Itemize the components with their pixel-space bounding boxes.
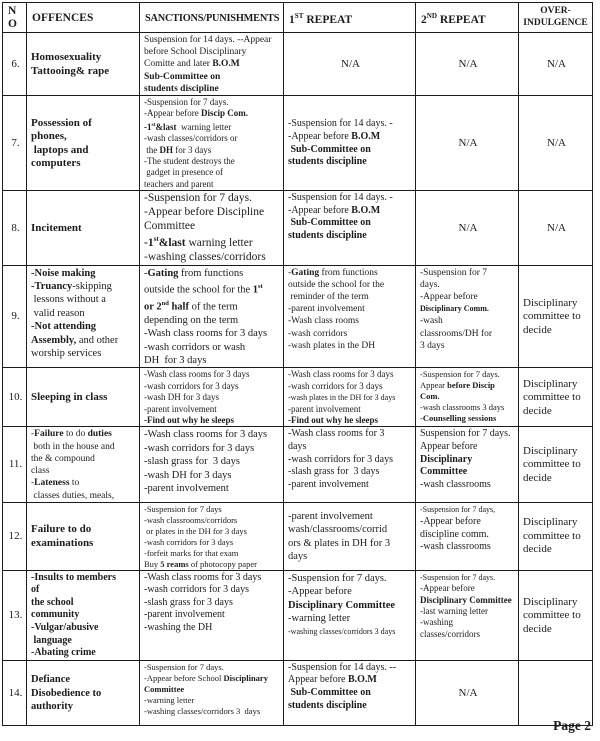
cell-line: 11. bbox=[8, 458, 23, 471]
cell-line: -The student destroys the bbox=[144, 156, 235, 167]
cell-line: the school bbox=[31, 596, 74, 608]
cell-line: Com. bbox=[420, 391, 440, 402]
cell-repeat1 bbox=[284, 502, 416, 570]
cell-line: -parent involvement bbox=[288, 403, 361, 414]
cell-line: 1ST REPEAT bbox=[289, 11, 353, 26]
cell-line: N/A bbox=[547, 57, 566, 70]
col-header-offences bbox=[27, 3, 140, 33]
cell-repeat1 bbox=[284, 570, 416, 660]
cell-line: committee to bbox=[523, 529, 581, 542]
table-row bbox=[3, 660, 593, 725]
cell-line: -Suspension for 14 days. - bbox=[288, 192, 393, 204]
cell-line: -Suspension for 7 bbox=[420, 267, 488, 278]
col-header-repeat1 bbox=[284, 3, 416, 33]
table-row bbox=[3, 502, 593, 570]
cell-no bbox=[3, 427, 27, 502]
cell-line: -Truancy-skipping bbox=[31, 281, 112, 293]
cell-line: students discipline bbox=[288, 156, 367, 168]
cell-line: Defiance bbox=[31, 674, 71, 686]
cell-line: -wash classrooms 3 days bbox=[420, 402, 505, 413]
cell-line: Disciplinary Committee bbox=[420, 594, 512, 605]
cell-line: class bbox=[31, 466, 50, 477]
cell-line: -Suspension for 7 days bbox=[144, 503, 222, 514]
cell-line: committee to bbox=[523, 310, 581, 323]
cell-line: -Find out why he sleeps bbox=[288, 415, 379, 426]
cell-sanctions bbox=[140, 265, 284, 368]
cell-line: -wash plates in the DH for 3 days bbox=[288, 393, 396, 403]
cell-overindulgence bbox=[519, 96, 593, 191]
cell-line: the & compound bbox=[31, 453, 95, 464]
cell-offences bbox=[27, 33, 140, 96]
cell-repeat1 bbox=[284, 191, 416, 265]
table-body bbox=[3, 33, 593, 726]
cell-line: Sub-Committee on bbox=[288, 687, 371, 699]
table-row bbox=[3, 33, 593, 96]
cell-line: days bbox=[288, 551, 308, 563]
cell-line: committee to bbox=[523, 609, 581, 622]
cell-offences bbox=[27, 191, 140, 265]
cell-line: committee to bbox=[523, 391, 581, 404]
cell-line: N/A bbox=[458, 686, 478, 699]
cell-line: Sub-Committee on bbox=[288, 217, 371, 229]
cell-line: 10. bbox=[8, 391, 23, 404]
cell-line: -wash classrooms bbox=[420, 541, 491, 553]
cell-overindulgence bbox=[519, 427, 593, 502]
cell-line: 12. bbox=[8, 529, 23, 542]
table-header bbox=[3, 3, 593, 33]
cell-line: Buy 5 reams of photocopy paper bbox=[144, 558, 257, 569]
cell-line: Sleeping in class bbox=[31, 391, 108, 404]
cell-line: -Failure to do duties bbox=[31, 429, 112, 440]
cell-line: 8. bbox=[11, 221, 20, 234]
cell-line: -Gating from functions bbox=[288, 267, 378, 278]
cell-line: -parent involvement bbox=[288, 304, 365, 315]
cell-repeat2 bbox=[416, 660, 519, 725]
cell-line: Homosexuality bbox=[31, 51, 102, 63]
cell-line: Assembly, and other bbox=[31, 334, 119, 346]
cell-line: -wash corridors for 3 days bbox=[288, 380, 383, 391]
cell-line: N/A bbox=[458, 57, 478, 70]
cell-line: Appear before B.O.M bbox=[288, 674, 377, 686]
cell-overindulgence bbox=[519, 502, 593, 570]
cell-line: -parent involvement bbox=[288, 478, 369, 490]
cell-no bbox=[3, 502, 27, 570]
cell-line: -wash corridors bbox=[288, 328, 348, 339]
cell-line: discipline comm. bbox=[420, 528, 489, 540]
cell-line: -parent involvement bbox=[144, 609, 225, 621]
cell-line: N/A bbox=[341, 57, 360, 70]
cell-line: -Appear before B.O.M bbox=[288, 204, 381, 216]
cell-sanctions bbox=[140, 570, 284, 660]
cell-line: decide bbox=[523, 471, 552, 484]
cell-line: -Appear before bbox=[420, 292, 478, 303]
cell-overindulgence bbox=[519, 660, 593, 725]
cell-line: -Wash class rooms for 3 bbox=[288, 428, 385, 440]
col-header-sanctions bbox=[140, 3, 284, 33]
cell-sanctions bbox=[140, 368, 284, 427]
cell-line: -slash grass for 3 days bbox=[144, 596, 233, 608]
cell-line: language bbox=[31, 634, 72, 646]
cell-line: -Counselling sessions bbox=[420, 413, 497, 424]
cell-sanctions bbox=[140, 191, 284, 265]
cell-line: -wash classrooms/corridors bbox=[144, 514, 238, 525]
cell-line: lessons without a bbox=[31, 294, 106, 306]
cell-line: decide bbox=[523, 622, 552, 635]
cell-line: -warning letter bbox=[288, 612, 351, 624]
cell-line: -Not attending bbox=[31, 321, 97, 333]
cell-line: students discipline bbox=[288, 230, 367, 242]
cell-line: phones, bbox=[31, 130, 67, 143]
cell-line: of bbox=[31, 584, 40, 596]
cell-line: DH for 3 days bbox=[144, 355, 207, 367]
cell-sanctions bbox=[140, 96, 284, 191]
cell-line: valid reason bbox=[31, 307, 85, 319]
cell-line: -washing classes/corridors bbox=[144, 250, 266, 263]
cell-line: decide bbox=[523, 323, 552, 336]
cell-repeat2 bbox=[416, 570, 519, 660]
cell-line: -Suspension for 7 days. bbox=[288, 572, 387, 584]
header-row bbox=[3, 3, 593, 33]
cell-line: Disciplinary bbox=[523, 516, 578, 529]
page-number: Page 2 bbox=[553, 718, 591, 733]
cell-repeat1 bbox=[284, 96, 416, 191]
cell-line: OFFENCES bbox=[32, 11, 94, 24]
cell-offences bbox=[27, 265, 140, 368]
cell-line: 2ND REPEAT bbox=[421, 11, 486, 26]
cell-line: -wash DH for 3 days bbox=[144, 392, 219, 403]
cell-no bbox=[3, 660, 27, 725]
cell-offences bbox=[27, 427, 140, 502]
cell-line: Committee bbox=[144, 219, 196, 232]
cell-line: wash/classrooms/corrid bbox=[288, 524, 388, 536]
cell-line: examinations bbox=[31, 536, 94, 549]
table-row bbox=[3, 265, 593, 368]
cell-overindulgence bbox=[519, 265, 593, 368]
cell-no bbox=[3, 570, 27, 660]
cell-line: -Vulgar/abusive bbox=[31, 622, 99, 634]
cell-line: classes duties, meals, bbox=[31, 490, 115, 501]
cell-line: -Suspension for 7 days. bbox=[420, 369, 500, 380]
cell-line: or 2nd half of the term bbox=[144, 299, 238, 313]
cell-line: -wash corridors for 3 days bbox=[144, 584, 249, 596]
cell-line: Committee bbox=[144, 683, 185, 694]
cell-line: -parent involvement bbox=[144, 403, 217, 414]
table-row bbox=[3, 368, 593, 427]
cell-line: outside the school for the 1st bbox=[144, 283, 263, 296]
cell-line: N/A bbox=[458, 221, 478, 234]
cell-line: -Appear before bbox=[420, 516, 481, 528]
cell-line: -parent involvement bbox=[288, 510, 373, 522]
cell-line: decide bbox=[523, 543, 552, 556]
cell-sanctions bbox=[140, 660, 284, 725]
cell-line: -warning letter bbox=[144, 694, 195, 705]
cell-line: or plates in the DH for 3 days bbox=[144, 525, 247, 536]
cell-no bbox=[3, 96, 27, 191]
cell-line: -washing classes/corridors 3 days bbox=[144, 705, 261, 716]
cell-line: computers bbox=[31, 157, 81, 170]
cell-line: SANCTIONS/PUNISHMENTS bbox=[145, 12, 280, 24]
cell-repeat2 bbox=[416, 96, 519, 191]
cell-line: before School Disciplinary bbox=[144, 47, 247, 58]
cell-line: -Suspension for 7 days. bbox=[144, 661, 224, 672]
cell-line: 14. bbox=[8, 686, 23, 699]
cell-line: 6. bbox=[11, 57, 20, 70]
cell-offences bbox=[27, 96, 140, 191]
cell-line: both in the house and bbox=[31, 441, 115, 452]
cell-line: -Find out why he sleeps bbox=[144, 415, 235, 426]
cell-line: -Suspension for 14 days. - bbox=[288, 118, 393, 130]
cell-line: -wash corridors for 3 days bbox=[144, 536, 234, 547]
cell-line: -Appear before B.O.M bbox=[288, 131, 381, 143]
cell-line: -Suspension for 7 days, bbox=[420, 504, 496, 514]
cell-repeat2 bbox=[416, 191, 519, 265]
col-header-no bbox=[3, 3, 27, 33]
cell-line: -1st&last warning letter bbox=[144, 121, 232, 132]
cell-line: teachers and parent bbox=[144, 178, 214, 189]
cell-sanctions bbox=[140, 502, 284, 570]
cell-line: 3 days bbox=[420, 340, 445, 351]
cell-line: Disciplinary bbox=[420, 453, 473, 465]
cell-offences bbox=[27, 502, 140, 570]
cell-line: Appear before bbox=[420, 441, 478, 453]
cell-line: depending on the term bbox=[144, 314, 239, 326]
cell-line: Disciplinary bbox=[523, 595, 578, 608]
cell-repeat2 bbox=[416, 33, 519, 96]
cell-line: N/A bbox=[458, 136, 478, 149]
cell-line: N/A bbox=[547, 221, 566, 234]
cell-line: students discipline bbox=[288, 699, 367, 711]
cell-line: Comitte and later B.O.M bbox=[144, 59, 240, 70]
cell-repeat1 bbox=[284, 33, 416, 96]
cell-overindulgence bbox=[519, 191, 593, 265]
cell-line: -Lateness to bbox=[31, 478, 80, 489]
cell-line: outside the school for the bbox=[288, 279, 385, 290]
cell-line: -Wash class rooms for 3 days bbox=[288, 369, 394, 380]
cell-line: -slash grass for 3 days bbox=[288, 466, 380, 478]
cell-line: -washing the DH bbox=[144, 622, 213, 634]
cell-line: Committee bbox=[420, 466, 468, 478]
cell-line: Failure to do bbox=[31, 523, 92, 536]
cell-line: Disciplinary Committee bbox=[288, 599, 396, 611]
cell-line: students discipline bbox=[144, 83, 219, 94]
cell-sanctions bbox=[140, 33, 284, 96]
cell-repeat1 bbox=[284, 265, 416, 368]
cell-line: ors & plates in DH for 3 bbox=[288, 537, 391, 549]
cell-line: Disciplinary Comm. bbox=[420, 304, 489, 314]
cell-repeat1 bbox=[284, 368, 416, 427]
table-row bbox=[3, 96, 593, 191]
cell-line: Sub-Committee on bbox=[288, 143, 371, 155]
cell-line: gadget in presence of bbox=[144, 167, 223, 178]
cell-line: Suspension for 14 days. --Appear bbox=[144, 35, 272, 45]
cell-line: reminder of the term bbox=[288, 292, 369, 303]
cell-line: days bbox=[288, 441, 307, 453]
cell-line: Suspension for 7 days. bbox=[420, 428, 511, 440]
cell-line: -washing classes/corridors 3 days bbox=[288, 627, 396, 637]
cell-line: -Gating from functions bbox=[144, 267, 244, 279]
cell-no bbox=[3, 368, 27, 427]
cell-line: Sub-Committee on bbox=[144, 71, 221, 82]
cell-line: -parent involvement bbox=[144, 483, 229, 495]
cell-line: community bbox=[31, 609, 80, 621]
cell-line: -wash corridors for 3 days bbox=[288, 453, 393, 465]
cell-line: 13. bbox=[8, 609, 23, 622]
cell-line: -wash corridors for 3 days bbox=[144, 442, 255, 454]
cell-repeat2 bbox=[416, 427, 519, 502]
col-header-repeat2 bbox=[416, 3, 519, 33]
cell-offences bbox=[27, 368, 140, 427]
cell-line: worship services bbox=[31, 348, 102, 360]
cell-line: -Insults to members bbox=[31, 571, 116, 583]
cell-line: -Wash class rooms for 3 days bbox=[144, 571, 262, 583]
cell-line: -Appear before bbox=[420, 583, 475, 594]
cell-line: Disobedience to bbox=[31, 687, 102, 699]
cell-line: authority bbox=[31, 701, 73, 713]
cell-line: Disciplinary bbox=[523, 377, 578, 390]
cell-line: -wash classrooms bbox=[420, 478, 491, 490]
cell-offences bbox=[27, 660, 140, 725]
cell-offences bbox=[27, 570, 140, 660]
cell-sanctions bbox=[140, 427, 284, 502]
cell-line: -Wash class rooms bbox=[288, 316, 359, 327]
cell-line: laptops and bbox=[31, 143, 89, 156]
cell-line: -Suspension for 7 days. bbox=[420, 572, 496, 582]
cell-line: -Noise making bbox=[31, 267, 96, 279]
cell-line: Disciplinary bbox=[523, 444, 578, 457]
cell-line: -forfeit marks for that exam bbox=[144, 547, 239, 558]
cell-line: classrooms/DH for bbox=[420, 328, 493, 339]
cell-line: -Wash class rooms for 3 days bbox=[144, 429, 268, 441]
cell-line: -Appear before Discipline bbox=[144, 205, 265, 218]
cell-line: INDULGENCE bbox=[523, 17, 588, 28]
table-row bbox=[3, 427, 593, 502]
cell-line: -wash bbox=[420, 316, 443, 327]
cell-line: 7. bbox=[11, 136, 20, 149]
cell-line: -wash corridors or wash bbox=[144, 341, 246, 353]
cell-line: Tattooing& rape bbox=[31, 64, 110, 77]
cell-line: Possession of bbox=[31, 116, 92, 129]
cell-repeat2 bbox=[416, 502, 519, 570]
cell-line: -Wash class rooms for 3 days bbox=[144, 328, 268, 340]
cell-line: -Suspension for 7 days. bbox=[144, 97, 229, 108]
cell-repeat2 bbox=[416, 265, 519, 368]
cell-overindulgence bbox=[519, 368, 593, 427]
discipline-table bbox=[2, 2, 593, 726]
cell-repeat1 bbox=[284, 427, 416, 502]
cell-line: -wash corridors for 3 days bbox=[144, 380, 239, 391]
table-row bbox=[3, 570, 593, 660]
cell-line: -last warning letter bbox=[420, 605, 488, 616]
cell-line: -Suspension for 7 days. bbox=[144, 192, 252, 205]
cell-line: Incitement bbox=[31, 221, 82, 234]
cell-line: -Abating crime bbox=[31, 647, 96, 659]
cell-line: -wash classes/corridors or bbox=[144, 133, 238, 144]
cell-line: -washing bbox=[420, 617, 453, 628]
cell-line: -1st&last warning letter bbox=[144, 235, 253, 250]
cell-no bbox=[3, 33, 27, 96]
cell-line: NO bbox=[8, 5, 17, 30]
cell-line: the DH for 3 days bbox=[144, 144, 212, 155]
cell-overindulgence bbox=[519, 33, 593, 96]
cell-line: -wash DH for 3 days bbox=[144, 469, 232, 481]
cell-line: OVER- bbox=[540, 6, 571, 16]
cell-line: committee to bbox=[523, 458, 581, 471]
cell-line: -slash grass for 3 days bbox=[144, 456, 240, 468]
cell-repeat2 bbox=[416, 368, 519, 427]
cell-line: N/A bbox=[547, 136, 566, 149]
cell-line: -Wash class rooms for 3 days bbox=[144, 369, 250, 380]
cell-line: decide bbox=[523, 404, 552, 417]
cell-line: Appear before Discip bbox=[420, 380, 495, 391]
cell-line: Disciplinary bbox=[523, 296, 578, 309]
cell-line: 9. bbox=[11, 310, 20, 323]
col-header-overindulgence bbox=[519, 3, 593, 33]
cell-line: -Suspension for 14 days. -- bbox=[288, 661, 397, 673]
cell-line: -wash plates in the DH bbox=[288, 340, 376, 351]
cell-no bbox=[3, 265, 27, 368]
cell-line: days. bbox=[420, 279, 440, 290]
cell-line: -Appear before School Disciplinary bbox=[144, 672, 268, 683]
cell-no bbox=[3, 191, 27, 265]
cell-line: classes/corridors bbox=[420, 628, 480, 639]
table-row bbox=[3, 191, 593, 265]
cell-line: -Appear before bbox=[288, 586, 352, 598]
cell-line: -Appear before Discip Com. bbox=[144, 108, 248, 119]
cell-repeat1 bbox=[284, 660, 416, 725]
cell-overindulgence bbox=[519, 570, 593, 660]
